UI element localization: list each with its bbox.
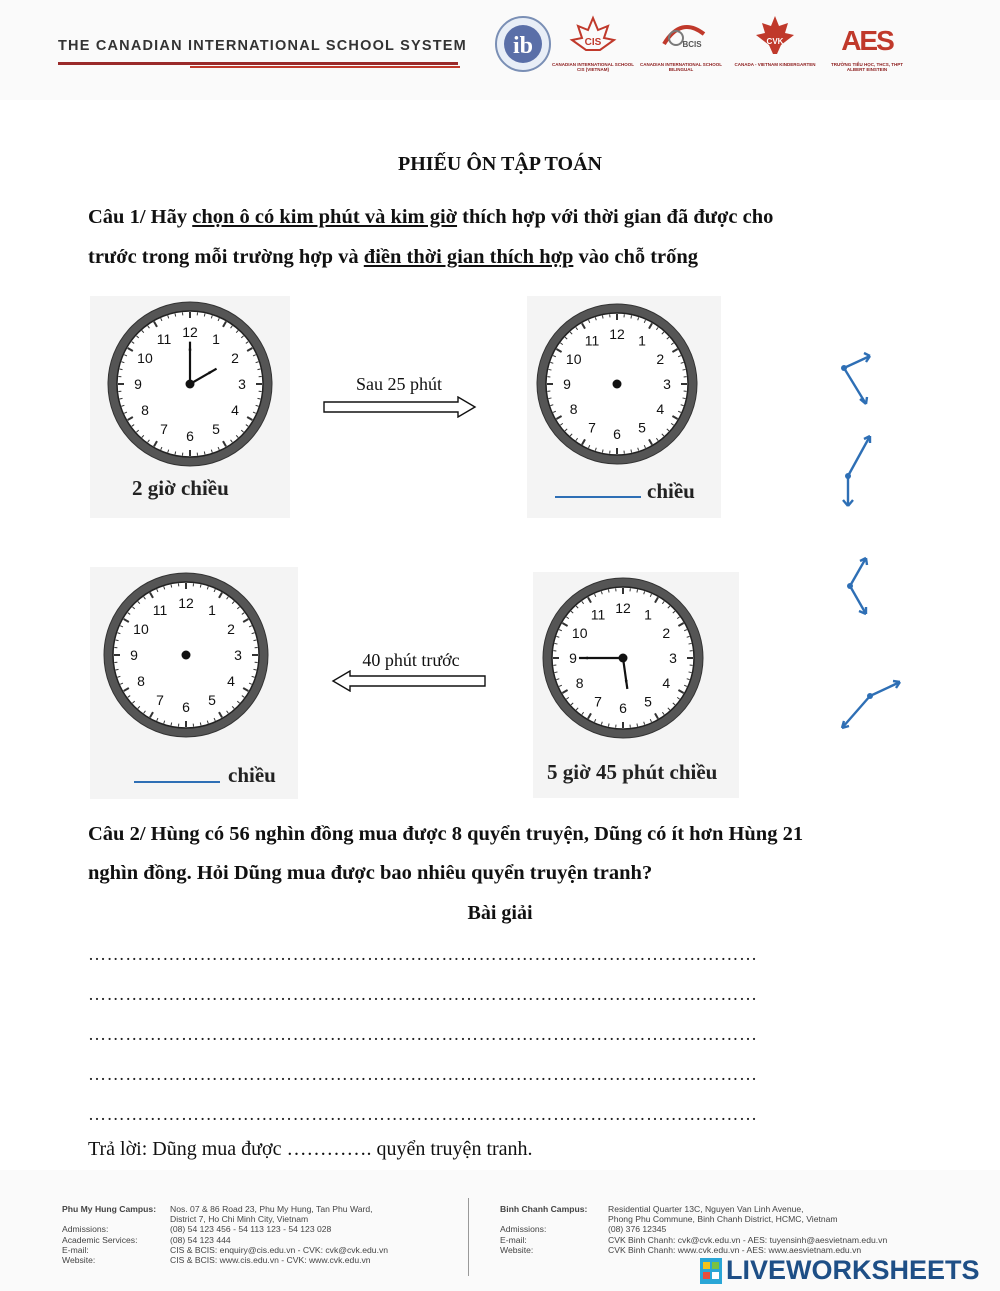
- clock-number: 12: [182, 324, 198, 340]
- clock-number: 11: [152, 601, 168, 618]
- clock-tick: [116, 640, 119, 641]
- footer-right-row: Residential Quarter 13C, Nguyen Van Linh Avenue,: [608, 1204, 804, 1214]
- clock-number: 1: [212, 330, 220, 347]
- clock-tick: [253, 669, 256, 670]
- clock-number: 10: [133, 621, 149, 637]
- aes-caption: TRƯỜNG TIỂU HỌC, THCS, THPT ALBERT EINSTEIN: [830, 62, 904, 72]
- clock-tick: [257, 369, 260, 370]
- clock-number: 1: [644, 606, 652, 623]
- clock-tick: [549, 398, 552, 399]
- clock-tick: [602, 450, 603, 453]
- clock-number: 4: [227, 673, 235, 689]
- clock-number: 12: [615, 600, 631, 616]
- clock-number: 7: [588, 419, 596, 436]
- footer-right-row: Phong Phu Commune, Binh Chanh District, HCMC, Vietnam: [608, 1214, 838, 1225]
- footer-left-row: Nos. 07 & 86 Road 23, Phu My Hung, Tan Phu Ward,: [170, 1204, 373, 1214]
- clock-number: 7: [160, 421, 168, 438]
- hand-option-1[interactable]: [836, 350, 880, 412]
- left-arrow-icon: [330, 670, 488, 692]
- footer-left-campus-name: Phu My Hung Campus:: [62, 1204, 157, 1214]
- footer-right-campus-name: Binh Chanh Campus:: [500, 1204, 588, 1214]
- clock-number: 8: [569, 401, 578, 417]
- clock-number: 6: [613, 426, 621, 442]
- clock-tick: [608, 590, 609, 593]
- clock-tick: [116, 669, 119, 670]
- clock-number: 3: [663, 376, 671, 392]
- clock-tick: [257, 398, 260, 399]
- clock-tick: [631, 450, 632, 453]
- q1-prefix: Câu 1/ Hãy: [88, 206, 193, 228]
- footer-left-key: Admissions:: [62, 1224, 109, 1235]
- cvk-logo: [730, 14, 820, 84]
- clock-number: 10: [137, 350, 153, 366]
- clock-tick: [200, 722, 201, 725]
- clock-tick: [683, 398, 686, 399]
- header-rule-accent: [190, 66, 460, 68]
- clock-number: 10: [565, 351, 582, 367]
- clock-number: 5: [638, 419, 646, 436]
- clock-number: 8: [137, 673, 145, 689]
- clock-tick: [204, 314, 205, 317]
- q1-line2-a: trước trong mỗi trường hợp và: [88, 246, 364, 268]
- clock-tick: [120, 369, 123, 370]
- clock-number: 9: [130, 647, 138, 663]
- clock-number: 10: [571, 625, 588, 641]
- answer-1-blank[interactable]: [555, 496, 641, 498]
- clock-tick: [555, 672, 558, 673]
- solution-line-5[interactable]: ………………………………………………………………………………………………: [88, 1104, 758, 1124]
- clock-number: 7: [156, 692, 164, 709]
- clock-caption-answer-1: chiều: [647, 479, 695, 503]
- clock-number: 2: [231, 350, 239, 366]
- footer-left-row: CIS & BCIS: enquiry@cis.edu.vn - CVK: cvk@cvk.edu.vn: [170, 1244, 389, 1255]
- clock-number: 2: [227, 621, 235, 637]
- clock-center: [182, 651, 191, 660]
- q1-underline-2: điền thời gian thích hợp: [363, 246, 574, 268]
- solution-line-4[interactable]: ………………………………………………………………………………………………: [88, 1064, 758, 1084]
- footer-right-row: (08) 376 12345: [608, 1224, 667, 1235]
- footer-left-key: Academic Services:: [62, 1234, 138, 1245]
- clock-tick: [175, 314, 176, 317]
- footer-left-row: CIS & BCIS: www.cis.edu.vn - CVK: www.cvk.edu.vn: [170, 1255, 371, 1266]
- clock-number: 3: [669, 650, 677, 666]
- cis-logo-mark: [548, 14, 638, 60]
- clock-number: 5: [212, 421, 220, 438]
- clock-number: 11: [590, 606, 606, 623]
- footer-left-campus: [62, 1204, 462, 1265]
- footer-left-row: (08) 54 123 444: [170, 1234, 231, 1245]
- bcis-logo: [636, 14, 726, 84]
- clock-center: [186, 380, 195, 389]
- q1-line2-b: vào chỗ trống: [573, 246, 699, 268]
- bcis-logo-mark: [636, 14, 726, 60]
- svg-text:AES: AES: [841, 25, 893, 56]
- clock-tick: [171, 585, 172, 588]
- school-name: THE CANADIAN INTERNATIONAL SCHOOL SYSTEM: [58, 38, 467, 54]
- footer-divider: [468, 1198, 469, 1276]
- cis-caption: CANADIAN INTERNATIONAL SCHOOL CIS (VIETNAM): [551, 62, 635, 72]
- clock-panel-545pm: [533, 572, 739, 798]
- clock-number: 3: [234, 647, 242, 663]
- svg-text:CVK: CVK: [766, 37, 784, 46]
- clock-panel-answer-2: [90, 567, 298, 799]
- footer-left-key: E-mail:: [62, 1244, 89, 1255]
- solution-label: Bài giải: [467, 902, 533, 924]
- clock-number: 9: [563, 376, 571, 392]
- clock-number: 6: [619, 700, 627, 716]
- svg-text:CIS: CIS: [584, 37, 602, 48]
- clock-number: 8: [141, 402, 149, 418]
- ib-logo-mark: [493, 14, 553, 74]
- clock-tick: [555, 643, 558, 644]
- clock-center: [613, 380, 622, 389]
- cvk-caption: CANADA - VIETNAM KINDERGARTEN: [734, 62, 816, 67]
- clock-number: 1: [208, 601, 216, 618]
- footer-left-row: District 7, Ho Chi Minh City, Vietnam: [170, 1214, 309, 1225]
- hand-option-4[interactable]: [836, 676, 906, 734]
- clock-number: 4: [662, 675, 671, 691]
- clock-tick: [549, 369, 552, 370]
- q1-mid: thích hợp với thời gian đã được cho: [457, 206, 774, 228]
- clock-number: 5: [644, 693, 652, 710]
- footer-left-key: Website:: [62, 1255, 96, 1266]
- footer-right-row: CVK Binh Chanh: www.cvk.edu.vn - AES: www.aesvietnam.edu.vn: [608, 1244, 862, 1255]
- cis-logo: [548, 14, 638, 84]
- clock-tick: [253, 640, 256, 641]
- clock-panel-answer-1: [527, 296, 721, 518]
- clock-tick: [171, 722, 172, 725]
- clock-number: 9: [134, 376, 142, 392]
- clock-tick: [689, 643, 692, 644]
- footer-right-key: Website:: [500, 1244, 534, 1255]
- footer-left-row: (08) 54 123 456 - 54 113 123 - 54 123 028: [170, 1224, 332, 1235]
- answer-2-blank[interactable]: [134, 781, 220, 783]
- solution-line-2[interactable]: ………………………………………………………………………………………………: [88, 984, 758, 1004]
- clock-number: 2: [656, 351, 665, 367]
- clock-tick: [608, 724, 609, 727]
- clock-number: 4: [656, 401, 665, 417]
- footer-right-key: Admissions:: [500, 1224, 547, 1235]
- clock-number: 1: [638, 332, 646, 349]
- clock-number: 6: [182, 699, 190, 715]
- page-header: [0, 0, 1000, 100]
- footer-right-key: E-mail:: [500, 1234, 527, 1245]
- clock-tick: [637, 724, 638, 727]
- clock-caption-2pm: 2 giờ chiều: [132, 476, 229, 500]
- question-2-line-1: Câu 2/ Hùng có 56 nghìn đồng mua được 8 quyển truyện, Dũng có ít hơn Hùng 21: [88, 823, 804, 845]
- clock-tick: [683, 369, 686, 370]
- aes-logo: [822, 14, 912, 84]
- answer-sentence: Trả lời: Dũng mua được …………. quyển truyện tranh.: [88, 1138, 533, 1160]
- footer-left-key: [62, 1214, 170, 1224]
- arrow-label-after-25: Sau 25 phút: [355, 374, 442, 394]
- clock-tick: [120, 398, 123, 399]
- clock-tick: [637, 590, 638, 593]
- liveworksheets-logo-icon: [700, 1258, 722, 1284]
- svg-text:BCIS: BCIS: [682, 40, 702, 49]
- question-1-line-1: [88, 206, 773, 229]
- school-logos: [478, 14, 918, 84]
- bcis-caption: CANADIAN INTERNATIONAL SCHOOL BILINGUAL: [639, 62, 723, 72]
- liveworksheets-watermark[interactable]: [700, 1255, 980, 1286]
- clock-tick: [631, 316, 632, 319]
- clock-number: 9: [569, 650, 577, 666]
- solution-line-3[interactable]: ………………………………………………………………………………………………: [88, 1024, 758, 1044]
- clock-number: 2: [662, 625, 671, 641]
- right-arrow-icon: [322, 396, 478, 418]
- clock-tick: [200, 585, 201, 588]
- clock-caption-answer-2: chiều: [228, 763, 276, 787]
- clock-tick: [175, 451, 176, 454]
- svg-text:ib: ib: [512, 33, 534, 59]
- cvk-logo-mark: [730, 14, 820, 60]
- clock-tick: [602, 316, 603, 319]
- aes-logo-mark: [822, 14, 912, 60]
- clock-number: 3: [238, 376, 246, 392]
- clock-caption-545pm: 5 giờ 45 phút chiều: [547, 760, 718, 784]
- footer-right-row: CVK Binh Chanh: cvk@cvk.edu.vn - AES: tuyensinh@aesvietnam.edu.vn: [608, 1234, 888, 1245]
- clock-number: 11: [584, 332, 600, 349]
- question-1-line-2: [88, 246, 698, 269]
- clock-number: 8: [575, 675, 584, 691]
- question-2-line-2: nghìn đồng. Hỏi Dũng mua được bao nhiêu quyển truyện tranh?: [88, 862, 653, 884]
- clock-number: 6: [186, 428, 194, 444]
- q1-underline-1: chọn ô có kim phút và kim giờ: [192, 206, 458, 228]
- footer-right-key: [500, 1214, 608, 1224]
- clock-tick: [204, 451, 205, 454]
- clock-number: 7: [594, 693, 602, 710]
- clock-number: 5: [208, 692, 216, 709]
- liveworksheets-wordmark: LIVEWORKSHEETS: [726, 1255, 980, 1285]
- clock-number: 12: [178, 595, 194, 611]
- worksheet-title: PHIẾU ÔN TẬP TOÁN: [398, 153, 602, 175]
- clock-number: 4: [231, 402, 239, 418]
- header-rule: [58, 62, 458, 65]
- solution-line-1[interactable]: ………………………………………………………………………………………………: [88, 944, 758, 964]
- arrow-label-40-before: 40 phút trước: [362, 650, 460, 670]
- clock-number: 12: [609, 326, 625, 342]
- clock-center: [619, 654, 628, 663]
- footer-right-campus: [500, 1204, 960, 1255]
- clock-number: 11: [156, 330, 172, 347]
- hand-option-2[interactable]: [834, 430, 878, 512]
- clock-tick: [689, 672, 692, 673]
- clock-panel-2pm: [90, 296, 290, 518]
- hand-option-3[interactable]: [838, 552, 874, 622]
